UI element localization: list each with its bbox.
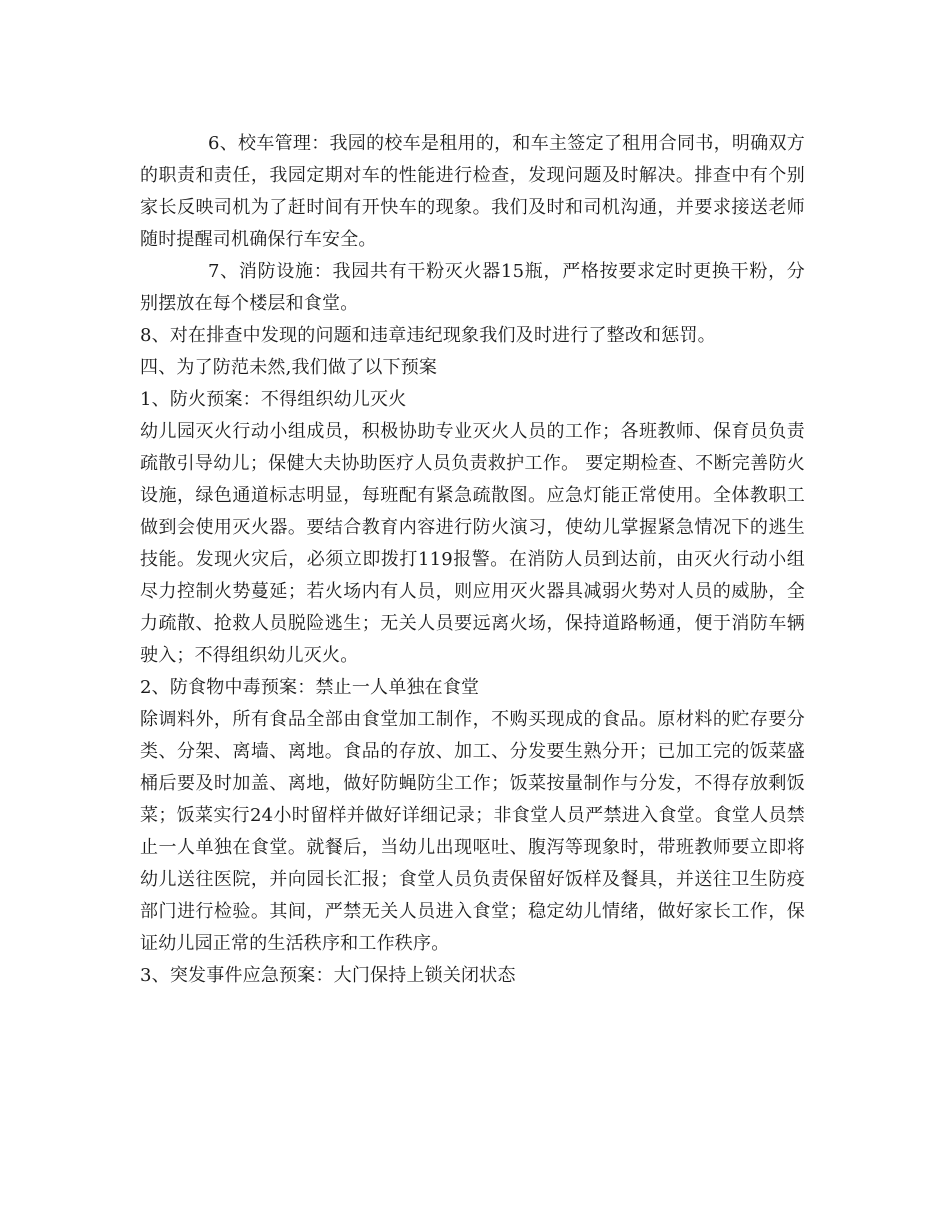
paragraph-school-bus: 6、校车管理：我园的校车是租用的，和车主签定了租用合同书，明确双方的职责和责任，我园定期对车的性能进行检查，发现问题及时解决。排查中有个别家长反映司机为了赶时间有开快车的现象。我们及时和司机沟通，并要求接送老师随时提醒司机确保行车安全。 <box>140 133 805 250</box>
subheading-emergency-plan: 3、突发事件应急预案：大门保持上锁关闭状态 <box>140 965 516 986</box>
paragraph-fire-plan: 幼儿园灭火行动小组成员，积极协助专业灭火人员的工作；各班教师、保育员负责疏散引导幼儿；保健大夫协助医疗人员负责救护工作。 要定期检查、不断完善防火设施，绿色通道标志明显，每班配有紧急疏散图。应急灯能正常使用。全体教职工做到会使用灭火器。要结合教育内容进行防火演习，使幼儿掌握紧急情况下的逃生技能。发现火灾后，必须立即拨打119报警。在消防人员到达前，由灭火行动小组尽力控制火势蔓延；若火场内有人员，则应用灭火器具减弱火势对人员的威胁，全力疏散、抢救人员脱险逃生；无关人员要远离火场，保持道路畅通，便于消防车辆驶入；不得组织幼儿灭火。 <box>140 421 805 666</box>
section-heading-contingency-plans: 四、为了防范未然,我们做了以下预案 <box>140 357 438 378</box>
paragraph-rectification: 8、对在排查中发现的问题和违章违纪现象我们及时进行了整改和惩罚。 <box>140 325 716 346</box>
subheading-fire-plan: 1、防火预案：不得组织幼儿灭火 <box>140 389 407 410</box>
paragraph-food-poisoning-plan: 除调料外，所有食品全部由食堂加工制作，不购买现成的食品。原材料的贮存要分类、分架、离墙、离地。食品的存放、加工、分发要生熟分开；已加工完的饭菜盛桶后要及时加盖、离地，做好防蝇防尘工作；饭菜按量制作与分发，不得存放剩饭菜；饭菜实行24小时留样并做好详细记录；非食堂人员严禁进入食堂。食堂人员禁止一人单独在食堂。就餐后，当幼儿出现呕吐、腹泻等现象时，带班教师要立即将幼儿送往医院，并向园长汇报；食堂人员负责保留好饭样及餐具，并送往卫生防疫部门进行检验。其间，严禁无关人员进入食堂；稳定幼儿情绪，做好家长工作，保证幼儿园正常的生活秩序和工作秩序。 <box>140 709 805 954</box>
document-body <box>140 128 805 992</box>
paragraph-fire-facilities: 7、消防设施：我园共有干粉灭火器15瓶，严格按要求定时更换干粉，分别摆放在每个楼层和食堂。 <box>140 261 805 314</box>
subheading-food-poisoning-plan: 2、防食物中毒预案：禁止一人单独在食堂 <box>140 677 480 698</box>
